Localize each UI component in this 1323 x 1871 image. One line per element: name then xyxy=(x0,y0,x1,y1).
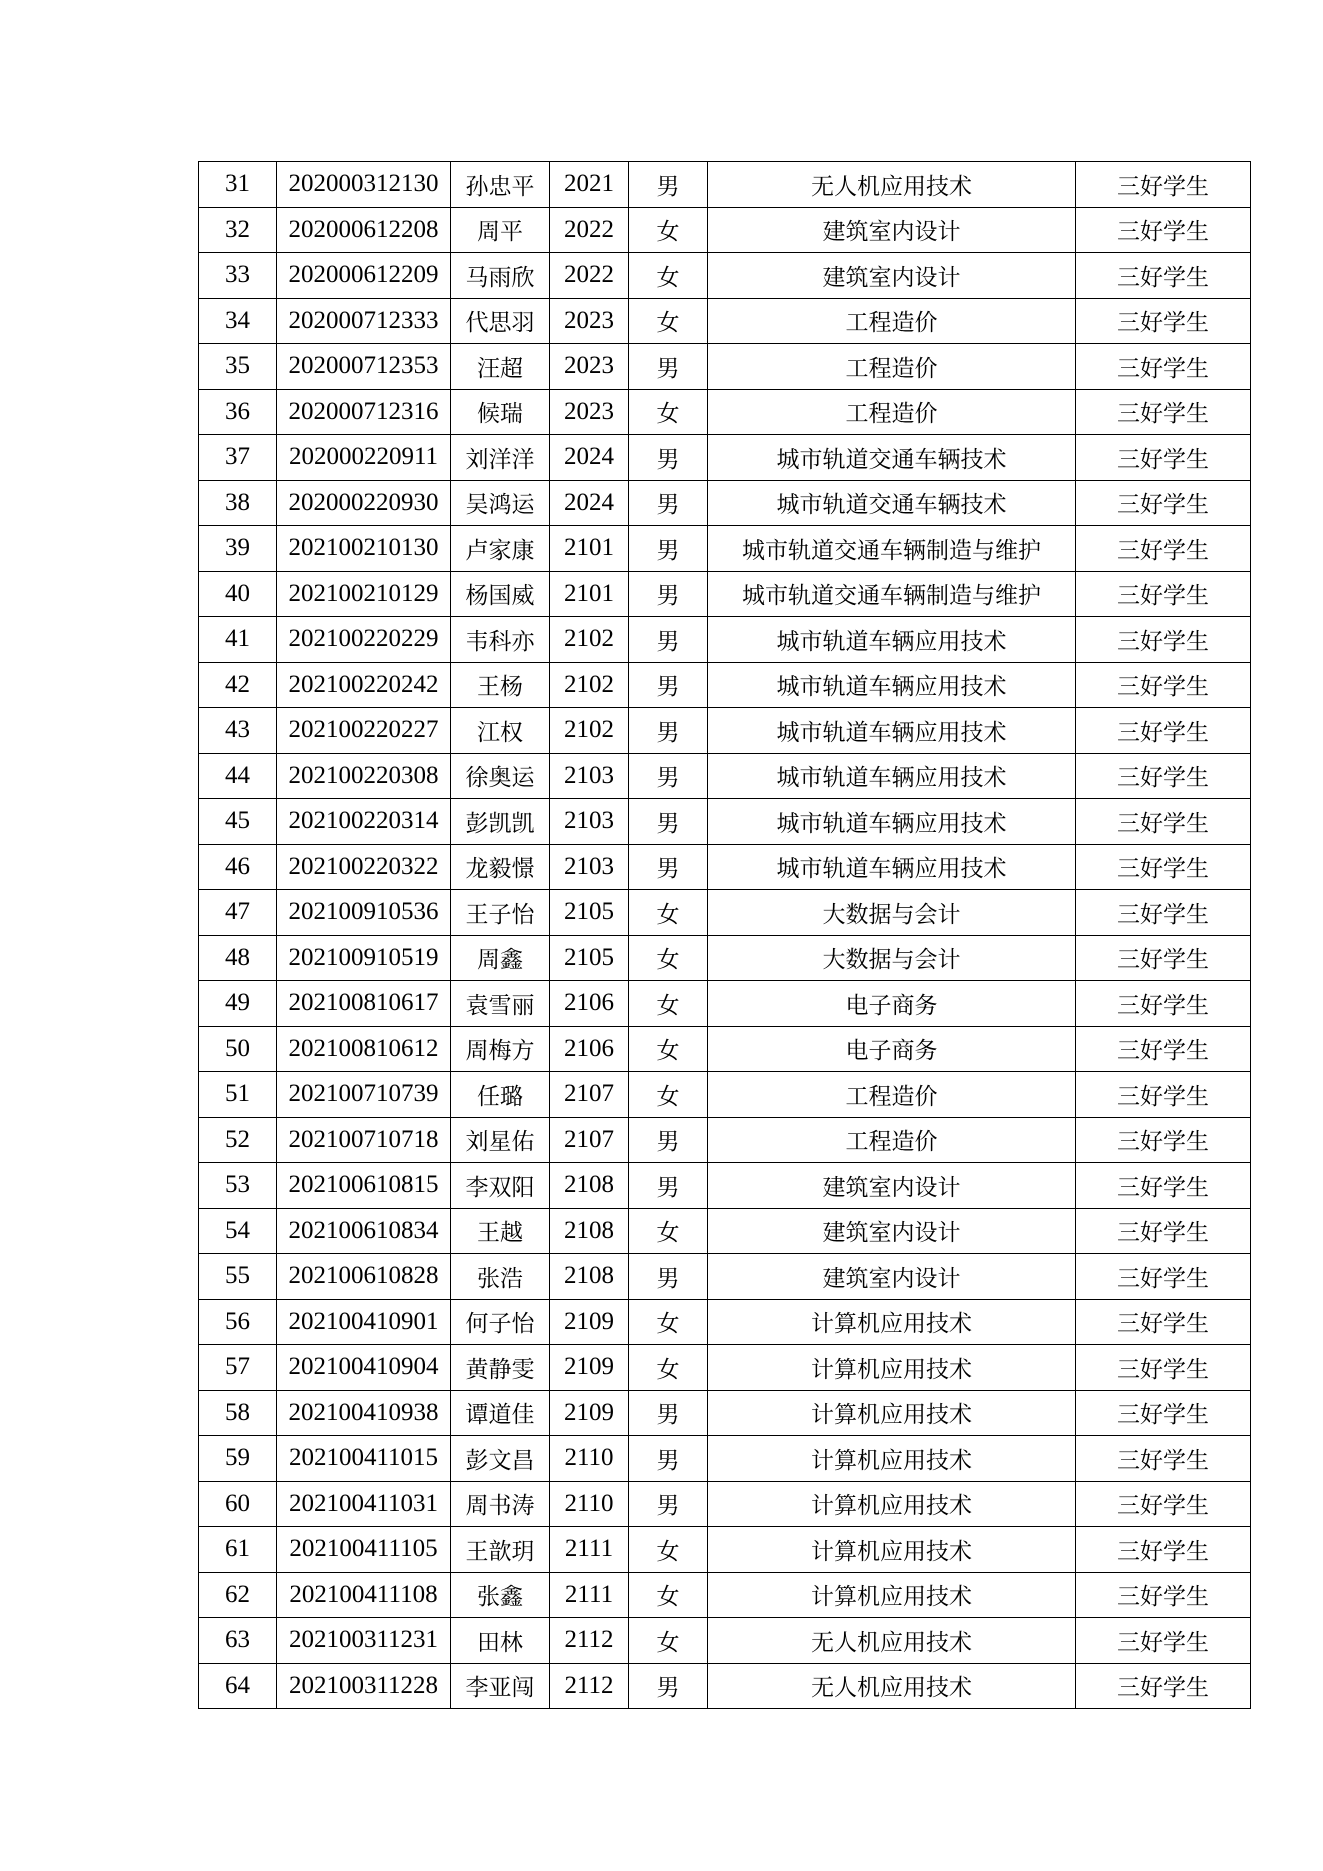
major-cell: 计算机应用技术 xyxy=(708,1345,1076,1391)
row-number-cell: 39 xyxy=(199,526,277,572)
row-number-cell: 56 xyxy=(199,1299,277,1345)
row-number-cell: 38 xyxy=(199,480,277,526)
award-cell: 三好学生 xyxy=(1076,890,1251,936)
row-number-cell: 33 xyxy=(199,253,277,299)
major-cell: 工程造价 xyxy=(708,298,1076,344)
table-row xyxy=(199,935,1251,981)
class-cell: 2112 xyxy=(550,1618,629,1664)
class-cell: 2108 xyxy=(550,1163,629,1209)
gender-cell: 男 xyxy=(629,844,708,890)
student-id-cell: 202100220314 xyxy=(277,799,451,845)
student-name-cell: 王歆玥 xyxy=(451,1527,550,1573)
gender-cell: 男 xyxy=(629,1481,708,1527)
class-cell: 2022 xyxy=(550,207,629,253)
student-id-cell: 202000312130 xyxy=(277,162,451,208)
award-cell: 三好学生 xyxy=(1076,389,1251,435)
class-cell: 2110 xyxy=(550,1481,629,1527)
student-id-cell: 202000712316 xyxy=(277,389,451,435)
student-id-cell: 202100710739 xyxy=(277,1072,451,1118)
award-cell: 三好学生 xyxy=(1076,617,1251,663)
gender-cell: 女 xyxy=(629,981,708,1027)
table-row xyxy=(199,844,1251,890)
table-row xyxy=(199,708,1251,754)
table-row xyxy=(199,1527,1251,1573)
table-row xyxy=(199,526,1251,572)
student-name-cell: 刘洋洋 xyxy=(451,435,550,481)
table-row xyxy=(199,389,1251,435)
major-cell: 无人机应用技术 xyxy=(708,162,1076,208)
row-number-cell: 31 xyxy=(199,162,277,208)
row-number-cell: 57 xyxy=(199,1345,277,1391)
gender-cell: 男 xyxy=(629,799,708,845)
major-cell: 城市轨道交通车辆制造与维护 xyxy=(708,526,1076,572)
class-cell: 2103 xyxy=(550,799,629,845)
award-cell: 三好学生 xyxy=(1076,1390,1251,1436)
major-cell: 城市轨道车辆应用技术 xyxy=(708,844,1076,890)
student-id-cell: 202100411105 xyxy=(277,1527,451,1573)
award-cell: 三好学生 xyxy=(1076,1618,1251,1664)
table-row xyxy=(199,162,1251,208)
major-cell: 大数据与会计 xyxy=(708,890,1076,936)
award-cell: 三好学生 xyxy=(1076,162,1251,208)
major-cell: 大数据与会计 xyxy=(708,935,1076,981)
gender-cell: 男 xyxy=(629,162,708,208)
table-row xyxy=(199,662,1251,708)
student-name-cell: 张浩 xyxy=(451,1254,550,1300)
student-id-cell: 202100410938 xyxy=(277,1390,451,1436)
student-id-cell: 202100411031 xyxy=(277,1481,451,1527)
major-cell: 建筑室内设计 xyxy=(708,1208,1076,1254)
gender-cell: 男 xyxy=(629,617,708,663)
award-cell: 三好学生 xyxy=(1076,935,1251,981)
student-id-cell: 202100710718 xyxy=(277,1117,451,1163)
row-number-cell: 41 xyxy=(199,617,277,663)
student-name-cell: 黄静雯 xyxy=(451,1345,550,1391)
major-cell: 工程造价 xyxy=(708,1072,1076,1118)
gender-cell: 女 xyxy=(629,935,708,981)
student-id-cell: 202000220930 xyxy=(277,480,451,526)
student-name-cell: 周书涛 xyxy=(451,1481,550,1527)
major-cell: 工程造价 xyxy=(708,389,1076,435)
major-cell: 电子商务 xyxy=(708,981,1076,1027)
award-cell: 三好学生 xyxy=(1076,1163,1251,1209)
table-row xyxy=(199,890,1251,936)
table-row xyxy=(199,1072,1251,1118)
student-name-cell: 马雨欣 xyxy=(451,253,550,299)
table-row xyxy=(199,1390,1251,1436)
major-cell: 城市轨道交通车辆技术 xyxy=(708,480,1076,526)
table-row xyxy=(199,753,1251,799)
award-cell: 三好学生 xyxy=(1076,981,1251,1027)
student-name-cell: 代思羽 xyxy=(451,298,550,344)
row-number-cell: 34 xyxy=(199,298,277,344)
student-id-cell: 202100610815 xyxy=(277,1163,451,1209)
row-number-cell: 60 xyxy=(199,1481,277,1527)
table-row xyxy=(199,1163,1251,1209)
student-name-cell: 王越 xyxy=(451,1208,550,1254)
student-id-cell: 202100220322 xyxy=(277,844,451,890)
student-id-cell: 202100411015 xyxy=(277,1436,451,1482)
award-cell: 三好学生 xyxy=(1076,844,1251,890)
student-id-cell: 202100410904 xyxy=(277,1345,451,1391)
student-name-cell: 任璐 xyxy=(451,1072,550,1118)
major-cell: 工程造价 xyxy=(708,1117,1076,1163)
row-number-cell: 45 xyxy=(199,799,277,845)
gender-cell: 女 xyxy=(629,1618,708,1664)
student-name-cell: 周平 xyxy=(451,207,550,253)
award-cell: 三好学生 xyxy=(1076,1072,1251,1118)
row-number-cell: 47 xyxy=(199,890,277,936)
student-name-cell: 吴鸿运 xyxy=(451,480,550,526)
table-row xyxy=(199,1481,1251,1527)
class-cell: 2105 xyxy=(550,935,629,981)
table-row xyxy=(199,1663,1251,1709)
student-name-cell: 周鑫 xyxy=(451,935,550,981)
award-cell: 三好学生 xyxy=(1076,1663,1251,1709)
class-cell: 2109 xyxy=(550,1299,629,1345)
row-number-cell: 36 xyxy=(199,389,277,435)
row-number-cell: 49 xyxy=(199,981,277,1027)
student-name-cell: 韦科亦 xyxy=(451,617,550,663)
class-cell: 2023 xyxy=(550,389,629,435)
class-cell: 2111 xyxy=(550,1572,629,1618)
student-name-cell: 孙忠平 xyxy=(451,162,550,208)
class-cell: 2107 xyxy=(550,1072,629,1118)
major-cell: 无人机应用技术 xyxy=(708,1618,1076,1664)
student-id-cell: 202100220242 xyxy=(277,662,451,708)
student-id-cell: 202000712353 xyxy=(277,344,451,390)
class-cell: 2110 xyxy=(550,1436,629,1482)
award-cell: 三好学生 xyxy=(1076,1299,1251,1345)
class-cell: 2106 xyxy=(550,1026,629,1072)
gender-cell: 女 xyxy=(629,389,708,435)
table-row xyxy=(199,799,1251,845)
award-cell: 三好学生 xyxy=(1076,298,1251,344)
award-cell: 三好学生 xyxy=(1076,753,1251,799)
class-cell: 2109 xyxy=(550,1390,629,1436)
student-name-cell: 徐奥运 xyxy=(451,753,550,799)
class-cell: 2102 xyxy=(550,617,629,663)
award-cell: 三好学生 xyxy=(1076,571,1251,617)
student-name-cell: 张鑫 xyxy=(451,1572,550,1618)
table-row xyxy=(199,1572,1251,1618)
row-number-cell: 42 xyxy=(199,662,277,708)
student-name-cell: 候瑞 xyxy=(451,389,550,435)
gender-cell: 女 xyxy=(629,1299,708,1345)
class-cell: 2023 xyxy=(550,344,629,390)
student-name-cell: 周梅方 xyxy=(451,1026,550,1072)
gender-cell: 女 xyxy=(629,298,708,344)
gender-cell: 女 xyxy=(629,1345,708,1391)
table-row xyxy=(199,253,1251,299)
gender-cell: 男 xyxy=(629,662,708,708)
table-row xyxy=(199,1254,1251,1300)
gender-cell: 女 xyxy=(629,253,708,299)
award-cell: 三好学生 xyxy=(1076,207,1251,253)
table-body xyxy=(199,162,1251,1709)
class-cell: 2022 xyxy=(550,253,629,299)
student-name-cell: 谭道佳 xyxy=(451,1390,550,1436)
row-number-cell: 59 xyxy=(199,1436,277,1482)
award-cell: 三好学生 xyxy=(1076,1481,1251,1527)
class-cell: 2103 xyxy=(550,753,629,799)
row-number-cell: 48 xyxy=(199,935,277,981)
major-cell: 城市轨道车辆应用技术 xyxy=(708,799,1076,845)
gender-cell: 女 xyxy=(629,890,708,936)
table-row xyxy=(199,1026,1251,1072)
major-cell: 城市轨道车辆应用技术 xyxy=(708,617,1076,663)
major-cell: 计算机应用技术 xyxy=(708,1299,1076,1345)
class-cell: 2103 xyxy=(550,844,629,890)
gender-cell: 男 xyxy=(629,526,708,572)
table-row xyxy=(199,1618,1251,1664)
row-number-cell: 55 xyxy=(199,1254,277,1300)
gender-cell: 男 xyxy=(629,1117,708,1163)
class-cell: 2021 xyxy=(550,162,629,208)
major-cell: 计算机应用技术 xyxy=(708,1481,1076,1527)
gender-cell: 男 xyxy=(629,435,708,481)
major-cell: 电子商务 xyxy=(708,1026,1076,1072)
table-row xyxy=(199,435,1251,481)
student-id-cell: 202000612209 xyxy=(277,253,451,299)
table-row xyxy=(199,1436,1251,1482)
award-cell: 三好学生 xyxy=(1076,1026,1251,1072)
class-cell: 2102 xyxy=(550,708,629,754)
award-cell: 三好学生 xyxy=(1076,1254,1251,1300)
major-cell: 建筑室内设计 xyxy=(708,1163,1076,1209)
student-id-cell: 202100220229 xyxy=(277,617,451,663)
gender-cell: 男 xyxy=(629,1663,708,1709)
student-id-cell: 202100610828 xyxy=(277,1254,451,1300)
student-id-cell: 202100410901 xyxy=(277,1299,451,1345)
gender-cell: 男 xyxy=(629,753,708,799)
award-cell: 三好学生 xyxy=(1076,1208,1251,1254)
award-cell: 三好学生 xyxy=(1076,1436,1251,1482)
student-id-cell: 202100810612 xyxy=(277,1026,451,1072)
student-name-cell: 彭凯凯 xyxy=(451,799,550,845)
major-cell: 城市轨道交通车辆技术 xyxy=(708,435,1076,481)
student-name-cell: 江权 xyxy=(451,708,550,754)
gender-cell: 女 xyxy=(629,1572,708,1618)
major-cell: 城市轨道车辆应用技术 xyxy=(708,753,1076,799)
row-number-cell: 51 xyxy=(199,1072,277,1118)
student-id-cell: 202100311231 xyxy=(277,1618,451,1664)
gender-cell: 女 xyxy=(629,207,708,253)
row-number-cell: 58 xyxy=(199,1390,277,1436)
row-number-cell: 54 xyxy=(199,1208,277,1254)
student-name-cell: 彭文昌 xyxy=(451,1436,550,1482)
award-cell: 三好学生 xyxy=(1076,708,1251,754)
class-cell: 2023 xyxy=(550,298,629,344)
student-id-cell: 202000220911 xyxy=(277,435,451,481)
student-id-cell: 202100810617 xyxy=(277,981,451,1027)
student-id-cell: 202000612208 xyxy=(277,207,451,253)
table-row xyxy=(199,480,1251,526)
table-row xyxy=(199,1208,1251,1254)
table-row xyxy=(199,1345,1251,1391)
table-row xyxy=(199,1299,1251,1345)
class-cell: 2107 xyxy=(550,1117,629,1163)
student-id-cell: 202100311228 xyxy=(277,1663,451,1709)
row-number-cell: 44 xyxy=(199,753,277,799)
gender-cell: 男 xyxy=(629,344,708,390)
student-id-cell: 202100210130 xyxy=(277,526,451,572)
major-cell: 建筑室内设计 xyxy=(708,1254,1076,1300)
student-id-cell: 202100210129 xyxy=(277,571,451,617)
table-row xyxy=(199,571,1251,617)
row-number-cell: 53 xyxy=(199,1163,277,1209)
table-row xyxy=(199,617,1251,663)
award-cell: 三好学生 xyxy=(1076,1527,1251,1573)
row-number-cell: 62 xyxy=(199,1572,277,1618)
student-name-cell: 何子怡 xyxy=(451,1299,550,1345)
class-cell: 2108 xyxy=(550,1208,629,1254)
gender-cell: 女 xyxy=(629,1527,708,1573)
student-name-cell: 田林 xyxy=(451,1618,550,1664)
gender-cell: 男 xyxy=(629,708,708,754)
major-cell: 计算机应用技术 xyxy=(708,1527,1076,1573)
award-cell: 三好学生 xyxy=(1076,1345,1251,1391)
class-cell: 2112 xyxy=(550,1663,629,1709)
row-number-cell: 32 xyxy=(199,207,277,253)
class-cell: 2024 xyxy=(550,480,629,526)
major-cell: 建筑室内设计 xyxy=(708,253,1076,299)
student-name-cell: 龙毅憬 xyxy=(451,844,550,890)
row-number-cell: 63 xyxy=(199,1618,277,1664)
student-name-cell: 杨国威 xyxy=(451,571,550,617)
student-name-cell: 汪超 xyxy=(451,344,550,390)
student-name-cell: 李亚闯 xyxy=(451,1663,550,1709)
class-cell: 2105 xyxy=(550,890,629,936)
major-cell: 计算机应用技术 xyxy=(708,1436,1076,1482)
gender-cell: 女 xyxy=(629,1208,708,1254)
gender-cell: 女 xyxy=(629,1072,708,1118)
student-id-cell: 202100610834 xyxy=(277,1208,451,1254)
student-id-cell: 202100220308 xyxy=(277,753,451,799)
class-cell: 2101 xyxy=(550,571,629,617)
row-number-cell: 35 xyxy=(199,344,277,390)
student-name-cell: 卢家康 xyxy=(451,526,550,572)
award-cell: 三好学生 xyxy=(1076,526,1251,572)
row-number-cell: 43 xyxy=(199,708,277,754)
class-cell: 2111 xyxy=(550,1527,629,1573)
class-cell: 2024 xyxy=(550,435,629,481)
class-cell: 2106 xyxy=(550,981,629,1027)
award-cell: 三好学生 xyxy=(1076,253,1251,299)
gender-cell: 男 xyxy=(629,1390,708,1436)
table-row xyxy=(199,207,1251,253)
award-cell: 三好学生 xyxy=(1076,344,1251,390)
award-cell: 三好学生 xyxy=(1076,435,1251,481)
major-cell: 工程造价 xyxy=(708,344,1076,390)
student-name-cell: 袁雪丽 xyxy=(451,981,550,1027)
major-cell: 城市轨道车辆应用技术 xyxy=(708,708,1076,754)
student-name-cell: 王杨 xyxy=(451,662,550,708)
major-cell: 计算机应用技术 xyxy=(708,1390,1076,1436)
student-id-cell: 202100220227 xyxy=(277,708,451,754)
class-cell: 2101 xyxy=(550,526,629,572)
award-cell: 三好学生 xyxy=(1076,1572,1251,1618)
row-number-cell: 46 xyxy=(199,844,277,890)
row-number-cell: 50 xyxy=(199,1026,277,1072)
student-name-cell: 王子怡 xyxy=(451,890,550,936)
award-cell: 三好学生 xyxy=(1076,480,1251,526)
table-row xyxy=(199,344,1251,390)
student-id-cell: 202100910536 xyxy=(277,890,451,936)
class-cell: 2109 xyxy=(550,1345,629,1391)
major-cell: 城市轨道车辆应用技术 xyxy=(708,662,1076,708)
student-award-table xyxy=(198,161,1251,1709)
award-cell: 三好学生 xyxy=(1076,662,1251,708)
table-row xyxy=(199,1117,1251,1163)
row-number-cell: 37 xyxy=(199,435,277,481)
table-row xyxy=(199,298,1251,344)
row-number-cell: 61 xyxy=(199,1527,277,1573)
major-cell: 城市轨道交通车辆制造与维护 xyxy=(708,571,1076,617)
gender-cell: 男 xyxy=(629,1254,708,1300)
student-name-cell: 李双阳 xyxy=(451,1163,550,1209)
major-cell: 建筑室内设计 xyxy=(708,207,1076,253)
gender-cell: 男 xyxy=(629,480,708,526)
student-id-cell: 202100411108 xyxy=(277,1572,451,1618)
major-cell: 无人机应用技术 xyxy=(708,1663,1076,1709)
student-name-cell: 刘星佑 xyxy=(451,1117,550,1163)
gender-cell: 男 xyxy=(629,1436,708,1482)
row-number-cell: 64 xyxy=(199,1663,277,1709)
class-cell: 2102 xyxy=(550,662,629,708)
gender-cell: 女 xyxy=(629,1026,708,1072)
student-id-cell: 202100910519 xyxy=(277,935,451,981)
award-cell: 三好学生 xyxy=(1076,1117,1251,1163)
table-row xyxy=(199,981,1251,1027)
class-cell: 2108 xyxy=(550,1254,629,1300)
row-number-cell: 52 xyxy=(199,1117,277,1163)
student-id-cell: 202000712333 xyxy=(277,298,451,344)
gender-cell: 男 xyxy=(629,571,708,617)
row-number-cell: 40 xyxy=(199,571,277,617)
award-cell: 三好学生 xyxy=(1076,799,1251,845)
gender-cell: 男 xyxy=(629,1163,708,1209)
major-cell: 计算机应用技术 xyxy=(708,1572,1076,1618)
